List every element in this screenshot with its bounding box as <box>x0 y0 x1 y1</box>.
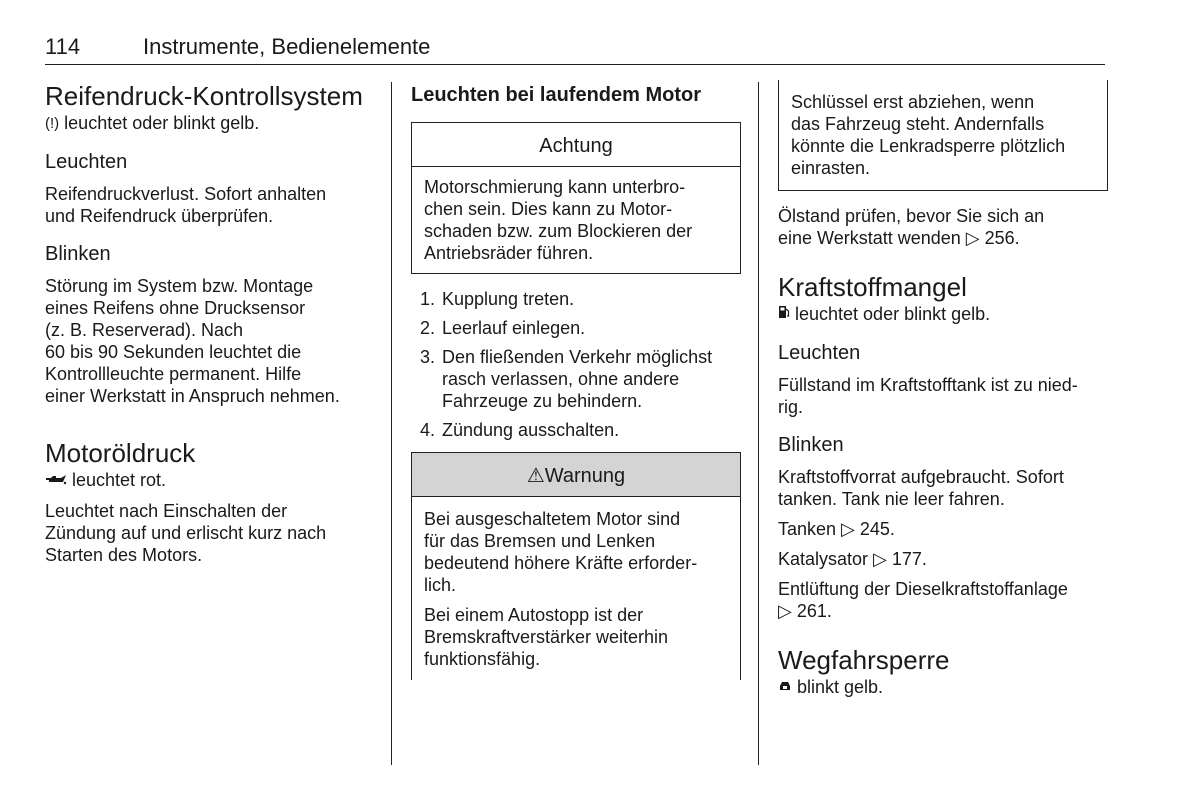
page-number: 114 <box>45 34 81 59</box>
warning-title: ⚠Warnung <box>412 453 740 497</box>
oil-check-text: Ölstand prüfen, bevor Sie sich an eine Werkstatt wenden ▷ 256. <box>778 206 1045 248</box>
column-right <box>778 80 1108 699</box>
oil-can-icon <box>45 470 67 492</box>
warning-box <box>411 452 741 680</box>
fuel-pump-icon <box>778 304 790 326</box>
list-item: 4. Zündung ausschalten. <box>420 420 620 440</box>
ref-tanken: Tanken ▷ 245. <box>778 519 895 539</box>
section-title-oil-pressure: Motoröldruck <box>45 438 196 468</box>
fuel-blinken-text: Kraftstoffvorrat aufgebraucht. Sofort tanken. Tank nie leer fahren. <box>778 467 1064 509</box>
oil-status: leuchtet rot. <box>45 469 380 492</box>
caution-title: Achtung <box>412 123 740 167</box>
subheading-leuchten: Leuchten <box>45 151 128 173</box>
tpms-blinken-text: Störung im System bzw. Montage eines Reifens ohne Drucksensor (z. B. Reserverad). Nach 60 bis 90 Sekunden leuchtet die Kontrollleuchte permanent. Hilfe einer Werkstatt in Anspruch nehmen. <box>45 276 340 406</box>
caution-text: Motorschmierung kann unterbro- chen sein. Dies kann zu Motor- schaden bzw. zum Blockieren der Antriebsräder führen. <box>424 177 693 263</box>
warning-text-1: Bei ausgeschaltetem Motor sind für das Bremsen und Lenken bedeutend höhere Kräfte erforder- lich. <box>424 509 698 595</box>
column-divider <box>391 82 392 765</box>
list-item: 3. Den fließenden Verkehr möglichst rasch verlassen, ohne andere Fahrzeuge zu behindern. <box>420 347 713 411</box>
warning-text-2: Bei einem Autostopp ist der Bremskraftverstärker weiterhin funktionsfähig. <box>424 605 669 669</box>
column-left <box>45 80 380 566</box>
ref-katalysator: Katalysator ▷ 177. <box>778 549 927 569</box>
fuel-status: leuchtet oder blinkt gelb. <box>778 303 1108 326</box>
section-title-tpms: Reifendruck-Kontrollsystem <box>45 81 363 111</box>
continued-warning-text: Schlüssel erst abziehen, wenn das Fahrzeug steht. Andernfalls könnte die Lenkradsperre plötzlich einrasten. <box>791 92 1066 178</box>
section-heading-running-engine: Leuchten bei laufendem Motor <box>411 84 702 106</box>
subheading-blinken: Blinken <box>45 243 111 265</box>
steps-list <box>411 288 741 441</box>
page-header <box>45 34 1105 65</box>
caution-box <box>411 122 741 274</box>
immobilizer-status: blinkt gelb. <box>778 676 1108 699</box>
section-title-immobilizer: Wegfahrsperre <box>778 645 950 675</box>
oil-text: Leuchtet nach Einschalten der Zündung auf und erlischt kurz nach Starten des Motors. <box>45 501 327 565</box>
chapter-title: Instrumente, Bedienelemente <box>143 34 431 59</box>
tpms-status: (!) leuchtet oder blinkt gelb. <box>45 113 260 133</box>
list-item: 2. Leerlauf einlegen. <box>420 318 586 338</box>
subheading-blinken: Blinken <box>778 434 844 456</box>
column-divider <box>758 82 759 765</box>
column-middle <box>411 80 741 680</box>
list-item: 1. Kupplung treten. <box>420 289 575 309</box>
car-lock-icon <box>778 677 792 699</box>
fuel-leuchten-text: Füllstand im Kraftstofftank ist zu nied- rig. <box>778 375 1078 417</box>
continued-warning-box <box>778 80 1108 191</box>
tire-pressure-icon: (!) <box>45 115 60 132</box>
subheading-leuchten: Leuchten <box>778 342 861 364</box>
section-title-fuel: Kraftstoffmangel <box>778 272 967 302</box>
tpms-leuchten-text: Reifendruckverlust. Sofort anhalten und Reifendruck überprüfen. <box>45 184 327 226</box>
ref-diesel-venting: Entlüftung der Dieselkraftstoffanlage ▷ 261. <box>778 579 1068 621</box>
warning-triangle-icon: ⚠ <box>526 465 545 487</box>
